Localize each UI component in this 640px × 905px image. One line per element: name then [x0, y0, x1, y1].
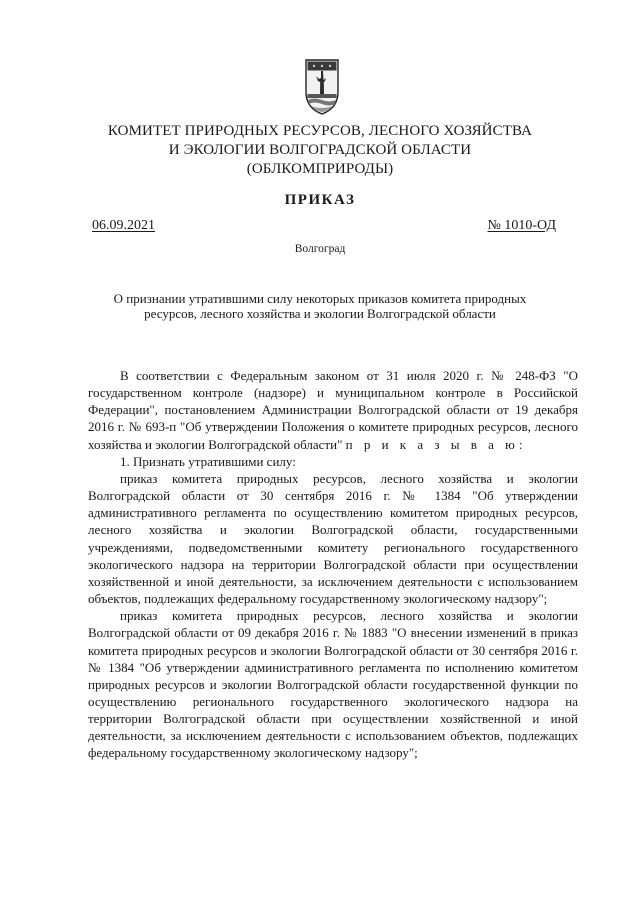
document-subject [60, 291, 580, 321]
document-number: № 1010-ОД [487, 218, 556, 233]
orders-word: п р и к а з ы в а ю: [345, 436, 527, 452]
intro-paragraph [88, 367, 578, 453]
intro-text: В соответствии с Федеральным законом от 31 июля 2020 г. № 248-ФЗ "О государственном контроле (надзоре) и муниципальном контроле в Российской Федерации", постановлением Администрации Волгоградской области от 19 декабря 2016 г. № 693-п "Об утверждении Положения о комитете природных ресурсов, лесного хозяйства и экологии Волгоградской области" [88, 368, 578, 452]
coat-of-arms-icon [304, 58, 340, 116]
item-1: 1. Признать утратившими силу: [120, 453, 296, 469]
subject-line-2: ресурсов, лесного хозяйства и экологии Волгоградской области [144, 306, 496, 321]
organization-name [0, 122, 640, 179]
subject-line-1: О признании утратившими силу некоторых приказов комитета природных [113, 291, 527, 306]
document-body [88, 367, 578, 762]
document-city: Волгоград [294, 243, 346, 255]
order-paragraph-b: приказ комитета природных ресурсов, лесного хозяйства и экологии Волгоградской области от 09 декабря 2016 г. № 1883 "О внесении изменений в приказ комитета природных ресурсов и экологии Волгоградской области от 30 сентября 2016 г. № 1384 "Об утверждении административного регламента по исполнению комитетом природных ресурсов и экологии Волгоградской области государственной функции по осуществлению регионального государственного экологического надзора на территории Волгоградской области при осуществлении хозяйственной и иной деятельности, за исключением деятельности с использованием объектов, подлежащих федеральному государственному экологическому надзору"; [88, 608, 578, 761]
document-type: ПРИКАЗ [284, 192, 356, 208]
org-line-2: И ЭКОЛОГИИ ВОЛГОГРАДСКОЙ ОБЛАСТИ [168, 142, 472, 158]
document-date: 06.09.2021 [92, 218, 155, 233]
org-line-1: КОМИТЕТ ПРИРОДНЫХ РЕСУРСОВ, ЛЕСНОГО ХОЗЯЙСТВА [107, 123, 533, 139]
order-paragraph-a: приказ комитета природных ресурсов, лесного хозяйства и экологии Волгоградской области от 30 сентября 2016 г. № 1384 "Об утверждении административного регламента по осуществлению комитетом природных ресурсов, лесного хозяйства и экологии Волгоградской области, государственными учреждениями, подведомственными комитету регионального государственного экологического надзора на территории Волгоградской области при осуществлении хозяйственной и иной деятельности, за исключением деятельности с использованием объектов, подлежащих федеральному государственному экологическому надзору"; [88, 470, 578, 607]
org-line-3: (ОБЛКОМПРИРОДЫ) [246, 161, 394, 177]
